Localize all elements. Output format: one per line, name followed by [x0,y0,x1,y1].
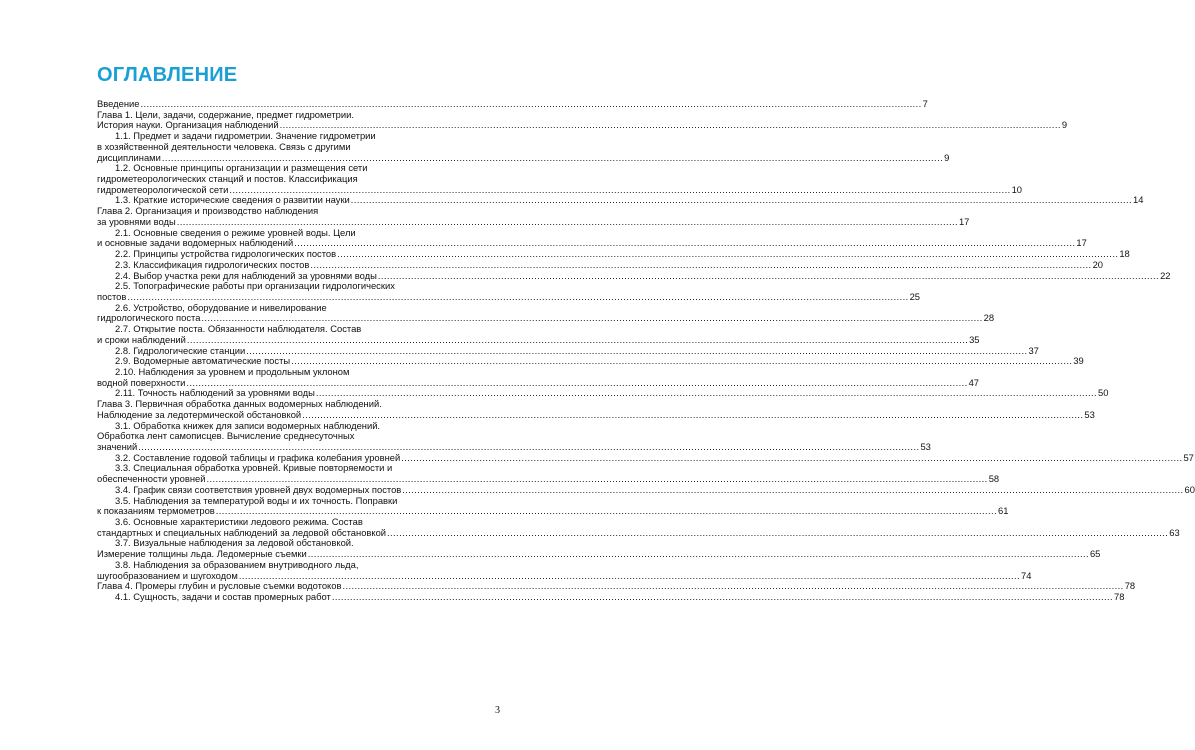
toc-entry-line [97,333,980,346]
toc-entry-line [97,142,500,153]
toc-entry-text: 3.1. Обработка книжек для записи водомерных наблюдений. [115,419,381,431]
toc-page-number: 10 [1011,183,1023,195]
toc-entry-text: шугообразованием и шугоходом [97,569,238,581]
page-number: 3 [495,705,500,716]
toc-page-number: 17 [1076,237,1087,249]
toc-page-number: 50 [1098,387,1109,399]
toc-page-number: 78 [1124,580,1136,592]
toc-entry-text: гидрологического поста [97,312,201,324]
dot-leader: .................................................................................................................................................................................................................................................................... [402,483,1184,495]
toc-entry-text: Измерение толщины льда. Ледомерные съемки [97,548,307,560]
dot-leader: .................................................................................................................................................................................................................................................................... [201,312,983,324]
toc-page-number: 9 [944,151,950,163]
dot-leader: .................................................................................................................................................................................................................................................................... [387,526,1169,538]
toc-page-number: 53 [1084,408,1095,420]
toc-entry-text: 2.7. Открытие поста. Обязанности наблюдателя. Состав [115,323,362,335]
dot-leader: .................................................................................................................................................................................................................................................................... [302,408,1084,420]
toc-page-number: 35 [969,333,980,345]
toc-entry-text: 2.9. Водомерные автоматические посты [115,355,291,367]
dot-leader: .................................................................................................................................................................................................................................................................... [401,451,1183,463]
toc-entry-text: 2.11. Точность наблюдений за уровнями воды [115,387,315,399]
toc-entry-text: за уровнями воды [97,215,176,227]
toc-entry-text: 3.4. График связи соответствия уровней двух водомерных постов [115,483,402,495]
toc-entry-text: 3.7. Визуальные наблюдения за ледовой обстановкой. [115,537,354,549]
toc-page-number: 57 [1183,451,1194,463]
toc-entry-text: Наблюдение за ледотермической обстановкой [97,408,302,420]
toc-page-number: 7 [922,98,928,109]
dot-leader: .................................................................................................................................................................................................................................................................... [246,344,1028,356]
toc-entry-text: 3.2. Составление годовой таблицы и графика колебания уровней [115,451,401,463]
dot-leader: .................................................................................................................................................................................................................................................................... [294,237,1076,249]
table-of-contents [97,98,1195,603]
toc-entry-text: 2.6. Устройство, оборудование и нивелирование [115,301,327,313]
toc-entry-text: постов [97,290,127,302]
toc-entry-text: к показаниям термометров [97,505,215,517]
toc-page-number: 63 [1169,526,1180,538]
dot-leader: .................................................................................................................................................................................................................................................................... [186,376,968,388]
dot-leader: .................................................................................................................................................................................................................................................................... [186,333,969,345]
dot-leader: .................................................................................................................................................................................................................................................................... [337,248,1119,260]
toc-entry-text: 1.1. Предмет и задачи гидрометрии. Значение гидрометрии [115,130,376,142]
toc-entry-text: 3.5. Наблюдения за температурой воды и их точность. Поправки [115,494,398,506]
toc-page-number: 74 [1021,569,1032,581]
toc-entry-text: водной поверхности [97,376,186,388]
toc-page-number: 37 [1028,344,1039,356]
toc-entry-text: 2.3. Классификация гидрологических постов [115,258,310,270]
toc-page-number: 22 [1160,269,1171,281]
dot-leader: .................................................................................................................................................................................................................................................................... [238,569,1021,581]
toc-entry-text: Глава 3. Первичная обработка данных водомерных наблюдений. [97,398,382,410]
toc-entry-text: Введение [97,98,140,109]
toc-entry-text: и основные задачи водомерных наблюдений [97,237,294,249]
toc-page-number: 58 [988,473,1000,485]
toc-entry-text: дисциплинами [97,151,161,163]
dot-leader: .................................................................................................................................................................................................................................................................... [307,548,1089,560]
toc-page-number: 17 [958,215,970,227]
toc-entry-text: 1.3. Краткие исторические сведения о развитии науки [115,194,350,206]
toc-entry-text: 1.2. Основные принципы организации и размещения сети [115,162,368,174]
toc-entry-line [97,258,1103,271]
toc-entry-text: 3.3. Специальная обработка уровней. Кривые повторяемости и [115,462,393,474]
dot-leader: .................................................................................................................................................................................................................................................................... [127,290,909,302]
toc-page-number: 39 [1073,355,1084,367]
toc-entry-text: 2.1. Основные сведения о режиме уровней воды. Цели [115,226,356,238]
toc-entry-text: Обработка лент самописцев. Вычисление среднесуточных [97,430,355,442]
toc-entry-text: 2.10. Наблюдения за уровнем и продольным уклоном [115,365,350,377]
dot-leader: .................................................................................................................................................................................................................................................................... [279,119,1061,131]
dot-leader: .................................................................................................................................................................................................................................................................... [215,505,998,517]
dot-leader: .................................................................................................................................................................................................................................................................... [310,258,1092,270]
dot-leader: .................................................................................................................................................................................................................................................................... [206,473,988,485]
dot-leader: .................................................................................................................................................................................................................................................................... [350,194,1133,206]
toc-page-number: 65 [1089,548,1101,560]
dot-leader: .................................................................................................................................................................................................................................................................... [161,151,944,163]
toc-page-number: 53 [920,441,931,452]
toc-entry-text: 3.6. Основные характеристики ледового режима. Состав [115,516,363,528]
dot-leader: .................................................................................................................................................................................................................................................................... [229,183,1011,195]
toc-entry-text: и сроки наблюдений [97,333,186,345]
toc-entry-text: обеспеченности уровней [97,473,206,485]
toc-entry-text: гидрометеорологической сети [97,183,229,195]
dot-leader: .................................................................................................................................................................................................................................................................... [176,215,958,227]
toc-entry-text: 2.4. Выбор участка реки для наблюдений за уровнями воды [115,269,377,281]
toc-page-number: 9 [1061,119,1068,131]
dot-leader: .................................................................................................................................................................................................................................................................... [138,441,920,452]
dot-leader: .................................................................................................................................................................................................................................................................... [377,269,1160,281]
dot-leader: .................................................................................................................................................................................................................................................................... [315,387,1098,399]
toc-entry-text: стандартных и специальных наблюдений за ледовой обстановкой [97,526,387,538]
toc-entry-text: 2.8. Гидрологические станции [115,344,246,356]
toc-page-number: 20 [1092,258,1103,270]
toc-entry-text: 4.1. Сущность, задачи и состав промерных работ [115,591,331,603]
toc-entry-text: История науки. Организация наблюдений [97,119,279,131]
toc-entry-text: 3.8. Наблюдения за образованием внутриводного льда, [115,558,359,570]
dot-leader: .................................................................................................................................................................................................................................................................... [342,580,1124,592]
dot-leader: .................................................................................................................................................................................................................................................................... [331,591,1114,603]
page-title: ОГЛАВЛЕНИЕ [97,64,238,86]
toc-page-number: 61 [998,505,1009,517]
dot-leader: .................................................................................................................................................................................................................................................................... [140,98,922,109]
toc-page-number: 47 [968,376,980,388]
toc-page-number: 18 [1119,248,1130,260]
toc-page-number: 28 [983,312,995,324]
toc-page-number: 25 [909,290,921,302]
toc-entry-text: Глава 2. Организация и производство наблюдения [97,205,319,217]
toc-entry-text: 2.2. Принципы устройства гидрологических постов [115,248,337,260]
toc-entry-line [97,591,1125,603]
dot-leader: .................................................................................................................................................................................................................................................................... [291,355,1073,367]
toc-page-number: 14 [1133,194,1144,206]
toc-page-number: 60 [1184,483,1195,495]
toc-entry-text: Глава 4. Промеры глубин и русловые съемки водотоков [97,580,342,592]
toc-entry-text: 2.5. Топографические работы при организации гидрологических [115,280,395,292]
toc-entry-text: Глава 1. Цели, задачи, содержание, предмет гидрометрии. [97,108,354,120]
toc-page-number: 78 [1114,591,1125,603]
toc-entry-text: гидрометеорологических станций и постов. Классификация [97,173,358,185]
toc-entry-text: значений [97,441,138,452]
toc-entry-text: в хозяйственной деятельности человека. Связь с другими [97,140,351,152]
